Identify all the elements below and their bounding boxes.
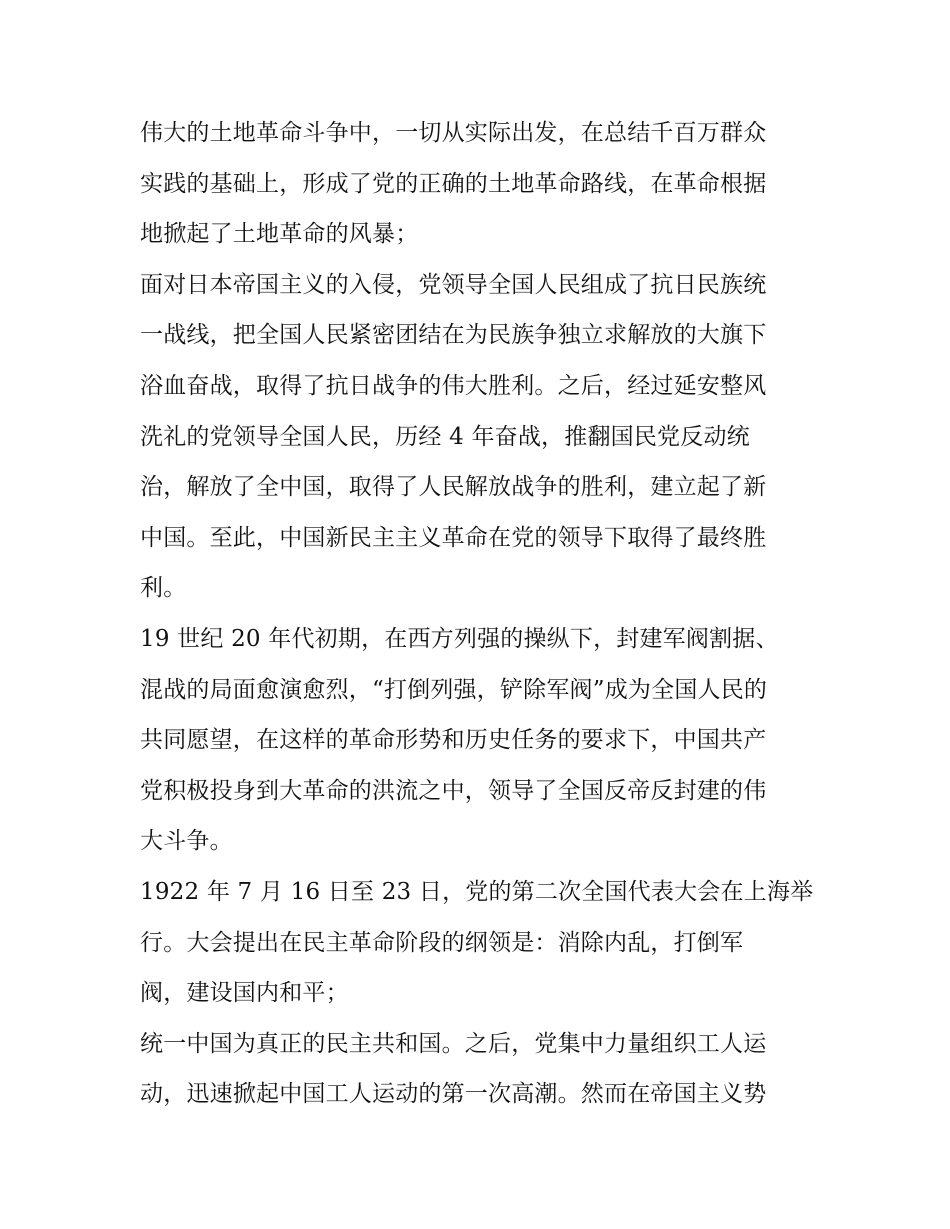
text-line: 动，迅速掀起中国工人运动的第一次高潮。然而在帝国主义势 xyxy=(140,1081,767,1108)
text-line: 洗礼的党领导全国人民，历经 4 年奋战，推翻国民党反动统 xyxy=(140,423,750,450)
text-line: 实践的基础上，形成了党的正确的土地革命路线，在革命根据 xyxy=(140,170,767,197)
text-line: 党积极投身到大革命的洪流之中，领导了全国反帝反封建的伟 xyxy=(140,777,767,804)
text-line: 共同愿望，在这样的革命形势和历史任务的要求下，中国共产 xyxy=(140,727,767,754)
text-line: 伟大的土地革命斗争中，一切从实际出发，在总结千百万群众 xyxy=(140,120,767,146)
text-line: 中国。至此，中国新民主主义革命在党的领导下取得了最终胜 xyxy=(140,524,767,551)
text-line: 面对日本帝国主义的入侵，党领导全国人民组成了抗日民族统 xyxy=(140,271,767,298)
body-text xyxy=(140,108,830,1120)
text-line: 混战的局面愈演愈烈，“打倒列强，铲除军阀”成为全国人民的 xyxy=(140,676,768,703)
text-line: 19 世纪 20 年代初期，在西方列强的操纵下，封建军阀割据、 xyxy=(140,625,779,652)
text-line: 大斗争。 xyxy=(140,828,233,855)
text-line: 1922 年 7 月 16 日至 23 日，党的第二次全国代表大会在上海举 xyxy=(140,878,814,905)
text-line: 浴血奋战，取得了抗日战争的伟大胜利。之后，经过延安整风 xyxy=(140,372,767,399)
text-line: 地掀起了土地革命的风暴； xyxy=(140,221,419,248)
text-line: 统一中国为真正的民主共和国。之后，党集中力量组织工人运 xyxy=(140,1030,767,1057)
text-line: 行。大会提出在民主革命阶段的纲领是：消除内乱，打倒军 xyxy=(140,929,744,956)
text-line: 利。 xyxy=(140,575,187,602)
text-line: 阀，建设国内和平； xyxy=(140,980,349,1007)
text-line: 一战线，把全国人民紧密团结在为民族争独立求解放的大旗下 xyxy=(140,322,767,349)
text-line: 治，解放了全中国，取得了人民解放战争的胜利，建立起了新 xyxy=(140,474,767,501)
